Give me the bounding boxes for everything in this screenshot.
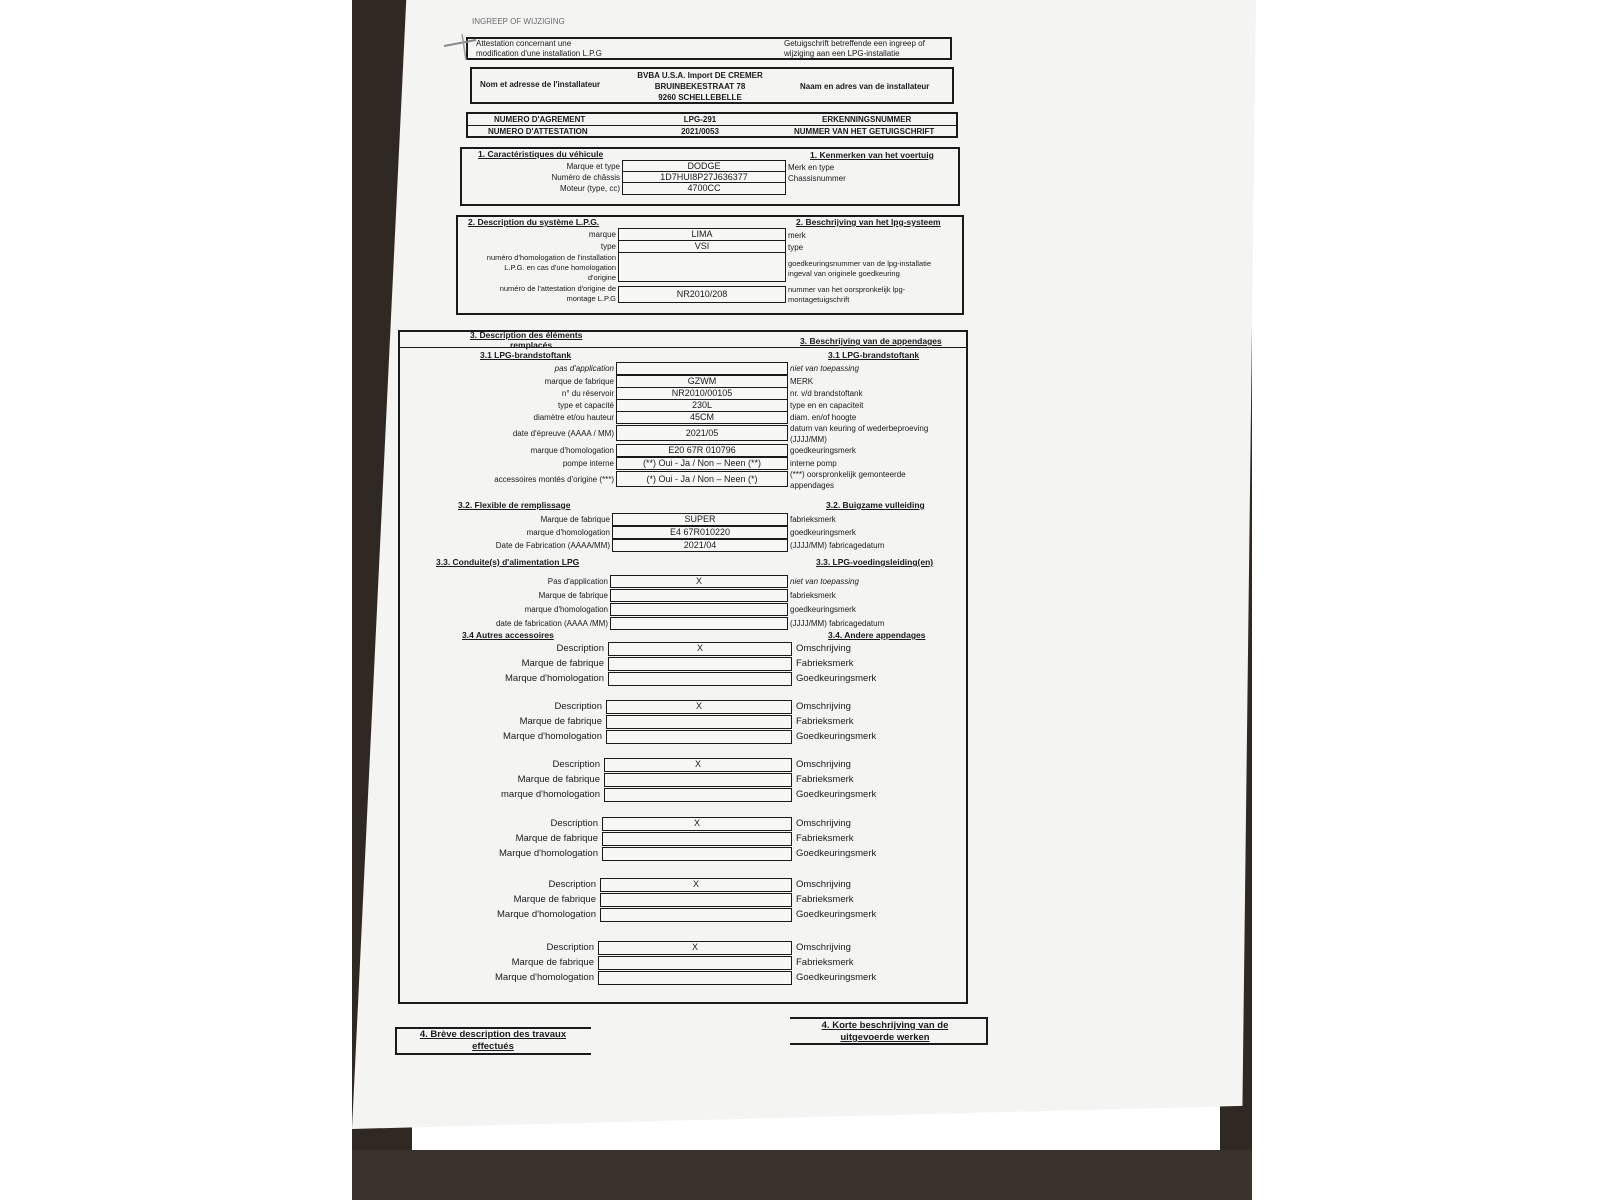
s32-row-0-value: SUPER bbox=[612, 513, 788, 526]
s2-attest-nl-2: montagetuigschrift bbox=[788, 295, 850, 304]
s32-title-nl: 3.2. Buigzame vulleiding bbox=[826, 500, 925, 510]
section-4-title-fr-1: 4. Brève description des travaux bbox=[419, 1029, 567, 1040]
agreement-value: LPG-291 bbox=[683, 115, 717, 124]
s34-group-3-row-0-value: X bbox=[602, 817, 792, 831]
s31-row-4-nl: diam. en/of hoogte bbox=[790, 413, 857, 422]
section-2-title-fr: 2. Description du système L.P.G. bbox=[468, 217, 600, 227]
s33-row-3-fr: date de fabrication (AAAA /MM) bbox=[495, 619, 608, 628]
s34-group-1-row-0-nl: Omschrijving bbox=[796, 701, 851, 712]
s31-row-1-value: GZWM bbox=[616, 375, 788, 388]
s34-group-1-row-2-fr: Marque d'homologation bbox=[503, 731, 602, 742]
agreement-label-nl: ERKENNINGSNUMMER bbox=[822, 115, 912, 124]
s34-group-2-row-0-nl: Omschrijving bbox=[796, 759, 851, 770]
section-3-title-fr-2: remplacés bbox=[510, 340, 553, 350]
s33-row-0-nl: niet van toepassing bbox=[790, 577, 859, 586]
header-nl-2: wijziging aan een LPG-installatie bbox=[784, 49, 900, 58]
s32-title-fr: 3.2. Flexible de remplissage bbox=[458, 500, 571, 510]
s34-group-4-row-2-nl: Goedkeuringsmerk bbox=[796, 909, 877, 920]
s33-row-2-fr: marque d'homologation bbox=[524, 605, 608, 614]
s34-group-2-row-2-value bbox=[604, 788, 792, 802]
attestation-value: 2021/0053 bbox=[681, 127, 719, 136]
s31-row-7-value: (**) Oui - Ja / Non – Neen (**) bbox=[616, 457, 788, 470]
s2-homol-fr-3: d'origine bbox=[587, 273, 616, 282]
s2-homol-value bbox=[618, 252, 786, 282]
s33-title-fr: 3.3. Conduite(s) d'alimentation LPG bbox=[436, 557, 580, 567]
s34-group-0-row-2-fr: Marque d'homologation bbox=[505, 673, 604, 684]
s34-group-4-row-0-fr: Description bbox=[548, 879, 596, 890]
s1-row-1-value: 1D7HUI8P27J636377 bbox=[622, 171, 786, 184]
s34-group-2-row-2-fr: marque d'homologation bbox=[501, 789, 600, 800]
s31-row-2-nl: nr. v/d brandstoftank bbox=[790, 389, 863, 398]
s34-group-0-row-2-nl: Goedkeuringsmerk bbox=[796, 673, 877, 684]
s33-row-0-fr: Pas d'application bbox=[547, 577, 608, 586]
s31-row-0-fr: pas d'application bbox=[554, 364, 614, 373]
s31-row-3-nl: type en en capaciteit bbox=[790, 401, 864, 410]
s31-row-5-nl: datum van keuring of wederbeproeving bbox=[790, 424, 929, 433]
s2-type-fr: type bbox=[600, 242, 616, 251]
s2-marque-value: LIMA bbox=[618, 228, 786, 241]
s34-group-4-row-1-nl: Fabrieksmerk bbox=[796, 894, 854, 905]
s34-group-4-row-1-fr: Marque de fabrique bbox=[513, 894, 596, 905]
s31-row-7-fr: pompe interne bbox=[562, 459, 614, 468]
section-4-title-fr-2: effectués bbox=[472, 1041, 514, 1052]
header-fr-1: Attestation concernant une bbox=[476, 39, 572, 48]
s34-group-1-row-1-fr: Marque de fabrique bbox=[519, 716, 602, 727]
s34-group-5-row-0-nl: Omschrijving bbox=[796, 942, 851, 953]
s31-row-8-fr: accessoires montés d'origine (***) bbox=[494, 475, 614, 484]
s34-group-5-row-1-fr: Marque de fabrique bbox=[511, 957, 594, 968]
s31-row-3-fr: type et capacité bbox=[557, 401, 614, 410]
s34-group-1-row-2-nl: Goedkeuringsmerk bbox=[796, 731, 877, 742]
s31-row-6-nl: goedkeuringsmerk bbox=[790, 446, 856, 455]
s34-group-0-row-0-fr: Description bbox=[556, 643, 604, 654]
s2-marque-nl: merk bbox=[788, 231, 806, 240]
s34-group-0-row-0-nl: Omschrijving bbox=[796, 643, 851, 654]
s34-group-1-row-1-nl: Fabrieksmerk bbox=[796, 716, 854, 727]
s33-row-0-value: X bbox=[610, 575, 788, 588]
s2-type-value: VSI bbox=[618, 240, 786, 253]
s34-group-5-row-1-nl: Fabrieksmerk bbox=[796, 957, 854, 968]
s2-homol-nl-2: ingeval van originele goedkeuring bbox=[788, 269, 900, 278]
installer-line-2: BRUINBEKESTRAAT 78 bbox=[654, 82, 746, 91]
s34-group-5-row-2-nl: Goedkeuringsmerk bbox=[796, 972, 877, 983]
s1-row-0-fr: Marque et type bbox=[566, 162, 620, 171]
s32-row-1-value: E4 67R010220 bbox=[612, 526, 788, 539]
s34-group-2-row-0-fr: Description bbox=[552, 759, 600, 770]
s33-row-1-fr: Marque de fabrique bbox=[538, 591, 608, 600]
agreement-label-fr: NUMERO D'AGREMENT bbox=[494, 115, 586, 124]
installer-label-fr: Nom et adresse de l'installateur bbox=[480, 80, 601, 89]
s34-group-3-row-1-fr: Marque de fabrique bbox=[515, 833, 598, 844]
s32-row-2-fr: Date de Fabrication (AAAA/MM) bbox=[495, 541, 610, 550]
s34-group-3-row-1-value bbox=[602, 832, 792, 846]
s31-row-8-value: (*) Oui - Ja / Non – Neen (*) bbox=[616, 471, 788, 487]
s32-row-1-nl: goedkeuringsmerk bbox=[790, 528, 856, 537]
section-3-title-nl: 3. Beschrijving van de appendages bbox=[800, 336, 942, 346]
s33-row-2-value bbox=[610, 603, 788, 616]
attestation-label-fr: NUMERO D'ATTESTATION bbox=[488, 127, 588, 136]
s31-title-nl: 3.1 LPG-brandstoftank bbox=[828, 350, 920, 360]
s31-row-0-nl: niet van toepassing bbox=[790, 364, 859, 373]
s34-group-1-row-0-value: X bbox=[606, 700, 792, 714]
s31-row-5-value: 2021/05 bbox=[616, 425, 788, 441]
s33-row-3-value bbox=[610, 617, 788, 630]
s31-row-4-fr: diamètre et/ou hauteur bbox=[533, 413, 614, 422]
s32-row-0-nl: fabrieksmerk bbox=[790, 515, 836, 524]
s34-group-3-row-2-value bbox=[602, 847, 792, 861]
s31-row-1-nl: MERK bbox=[790, 377, 814, 386]
s32-row-1-fr: marque d'homologation bbox=[526, 528, 610, 537]
s31-row-7-nl: interne pomp bbox=[790, 459, 837, 468]
s34-group-3-row-2-nl: Goedkeuringsmerk bbox=[796, 848, 877, 859]
s34-group-3-row-0-nl: Omschrijving bbox=[796, 818, 851, 829]
s34-group-4-row-0-value: X bbox=[600, 878, 792, 892]
s34-group-4-row-0-nl: Omschrijving bbox=[796, 879, 851, 890]
s2-type-nl: type bbox=[788, 243, 804, 252]
installer-label-nl: Naam en adres van de installateur bbox=[800, 82, 930, 91]
s34-group-0-row-1-value bbox=[608, 657, 792, 671]
s31-row-2-value: NR2010/00105 bbox=[616, 387, 788, 400]
s31-row-6-fr: marque d'homologation bbox=[530, 446, 614, 455]
s2-attest-nl-1: nummer van het oorspronkelijk lpg- bbox=[788, 285, 906, 294]
s2-attest-value: NR2010/208 bbox=[618, 286, 786, 303]
s1-row-2-value: 4700CC bbox=[622, 182, 786, 195]
s33-row-2-nl: goedkeuringsmerk bbox=[790, 605, 856, 614]
s34-group-2-row-0-value: X bbox=[604, 758, 792, 772]
s34-group-5-row-2-value bbox=[598, 971, 792, 985]
s33-row-1-value bbox=[610, 589, 788, 602]
s34-title-fr: 3.4 Autres accessoires bbox=[462, 630, 554, 640]
s31-row-8-nl: (***) oorspronkelijk gemonteerde bbox=[790, 470, 906, 479]
s33-row-3-nl: (JJJJ/MM) fabricagedatum bbox=[790, 619, 885, 628]
s34-group-3-row-0-fr: Description bbox=[550, 818, 598, 829]
s2-attest-fr-1: numéro de l'attestation d'origine de bbox=[499, 284, 616, 293]
s2-attest-fr-2: montage L.P.G bbox=[566, 294, 616, 303]
staple-icon bbox=[440, 30, 480, 62]
s1-row-1-fr: Numéro de châssis bbox=[551, 173, 620, 182]
s2-homol-nl-1: goedkeuringsnummer van de lpg-installatie bbox=[788, 259, 931, 268]
section-3-title-fr-1: 3. Description des éléments bbox=[470, 330, 583, 340]
section-1-title-fr: 1. Caractéristiques du véhicule bbox=[478, 149, 604, 159]
installer-line-1: BVBA U.S.A. Import DE CREMER bbox=[637, 71, 763, 80]
top-label: INGREEP OF WIJZIGING bbox=[472, 17, 565, 26]
s34-group-0-row-1-fr: Marque de fabrique bbox=[521, 658, 604, 669]
attestation-label-nl: NUMMER VAN HET GETUIGSCHRIFT bbox=[794, 127, 935, 136]
s2-homol-fr-2: L.P.G. en cas d'une homologation bbox=[504, 263, 616, 272]
section-4-title-nl-2: uitgevoerde werken bbox=[840, 1032, 930, 1043]
s32-row-2-value: 2021/04 bbox=[612, 539, 788, 552]
s34-group-0-row-2-value bbox=[608, 672, 792, 686]
s31-row-3-value: 230L bbox=[616, 399, 788, 412]
s1-row-0-nl: Merk en type bbox=[788, 163, 835, 172]
s31-row-5-fr: date d'épreuve (AAAA / MM) bbox=[512, 429, 614, 438]
s34-group-3-row-2-fr: Marque d'homologation bbox=[499, 848, 598, 859]
s2-marque-fr: marque bbox=[588, 230, 616, 239]
s34-group-0-row-1-nl: Fabrieksmerk bbox=[796, 658, 854, 669]
s1-row-1-nl: Chassisnummer bbox=[788, 174, 846, 183]
s34-group-4-row-2-value bbox=[600, 908, 792, 922]
s34-group-2-row-1-nl: Fabrieksmerk bbox=[796, 774, 854, 785]
section-1-title-nl: 1. Kenmerken van het voertuig bbox=[810, 150, 934, 160]
s34-group-1-row-1-value bbox=[606, 715, 792, 729]
s34-group-2-row-1-fr: Marque de fabrique bbox=[517, 774, 600, 785]
s31-title-fr: 3.1 LPG-brandstoftank bbox=[480, 350, 572, 360]
s33-row-1-nl: fabrieksmerk bbox=[790, 591, 836, 600]
s2-homol-fr-1: numéro d'homologation de l'installation bbox=[486, 253, 616, 262]
s34-group-5-row-2-fr: Marque d'homologation bbox=[495, 972, 594, 983]
s34-group-4-row-1-value bbox=[600, 893, 792, 907]
s34-group-2-row-2-nl: Goedkeuringsmerk bbox=[796, 789, 877, 800]
s34-group-5-row-0-fr: Description bbox=[546, 942, 594, 953]
background-bottom bbox=[352, 1150, 1252, 1200]
s34-title-nl: 3.4. Andere appendages bbox=[828, 630, 926, 640]
s31-row-4-value: 45CM bbox=[616, 411, 788, 424]
header-nl-1: Getuigschrift betreffende een ingreep of bbox=[784, 39, 925, 48]
installer-line-3: 9260 SCHELLEBELLE bbox=[658, 93, 742, 102]
s34-group-1-row-0-fr: Description bbox=[554, 701, 602, 712]
s32-row-0-fr: Marque de fabrique bbox=[540, 515, 610, 524]
s34-group-0-row-0-value: X bbox=[608, 642, 792, 656]
s34-group-2-row-1-value bbox=[604, 773, 792, 787]
s1-row-0-value: DODGE bbox=[622, 160, 786, 173]
s34-group-4-row-2-fr: Marque d'homologation bbox=[497, 909, 596, 920]
s31-row-1-fr: marque de fabrique bbox=[544, 377, 614, 386]
s31-row-6-value: E20 67R 010796 bbox=[616, 444, 788, 457]
s31-row-5-nl2: (JJJJ/MM) bbox=[790, 435, 827, 444]
s32-row-2-nl: (JJJJ/MM) fabricagedatum bbox=[790, 541, 885, 550]
section-4-title-nl-1: 4. Korte beschrijving van de bbox=[821, 1020, 949, 1031]
s1-row-2-fr: Moteur (type, cc) bbox=[559, 184, 620, 193]
s31-row-0-value bbox=[616, 362, 788, 375]
s34-group-5-row-0-value: X bbox=[598, 941, 792, 955]
s34-group-5-row-1-value bbox=[598, 956, 792, 970]
section-2-title-nl: 2. Beschrijving van het lpg-systeem bbox=[796, 217, 941, 227]
header-fr-2: modification d'une installation L.P.G bbox=[476, 49, 602, 58]
s34-group-1-row-2-value bbox=[606, 730, 792, 744]
s31-row-2-fr: n° du réservoir bbox=[561, 389, 614, 398]
s34-group-3-row-1-nl: Fabrieksmerk bbox=[796, 833, 854, 844]
s33-title-nl: 3.3. LPG-voedingsleiding(en) bbox=[816, 557, 934, 567]
s31-row-8-nl2: appendages bbox=[790, 481, 835, 490]
